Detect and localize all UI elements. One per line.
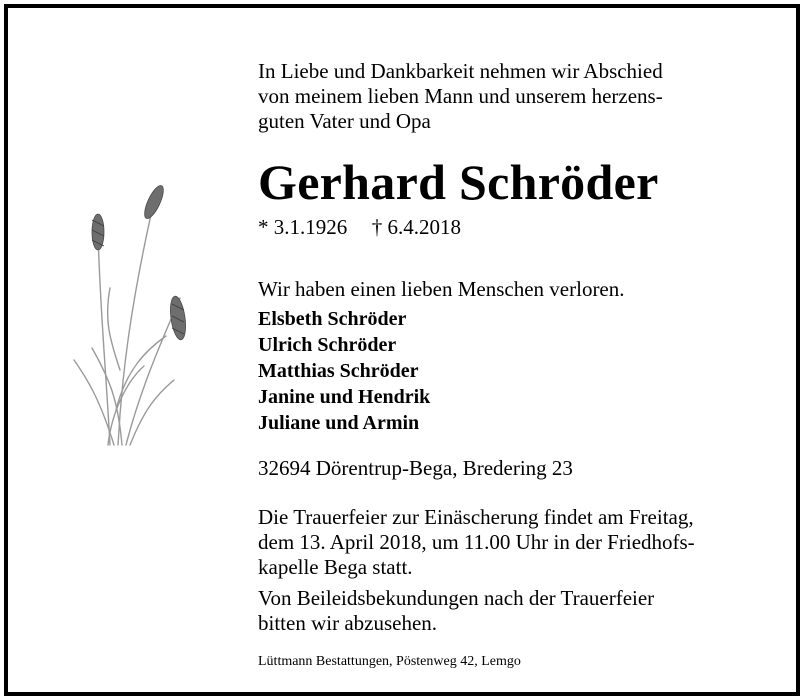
condolence-line: bitten wir abzusehen.	[258, 611, 438, 635]
address: 32694 Dörentrup-Bega, Bredering 23	[258, 456, 573, 480]
life-dates	[258, 214, 461, 240]
birth-date: * 3.1.1926	[258, 215, 348, 239]
deceased-name: Gerhard Schröder	[258, 154, 659, 210]
condolence-line: Von Beileidsbekundungen nach der Trauerfeier	[258, 586, 655, 610]
ceremony-line: kapelle Bega statt.	[258, 555, 413, 579]
family-member: Elsbeth Schröder	[258, 308, 407, 330]
family-member: Matthias Schröder	[258, 360, 419, 382]
undertaker-info: Lüttmann Bestattungen, Pöstenweg 42, Lemgo	[258, 654, 521, 669]
intro-line: von meinem lieben Mann und unserem herzens-	[258, 84, 663, 108]
intro-line: In Liebe und Dankbarkeit nehmen wir Abschied	[258, 59, 663, 83]
family-member: Ulrich Schröder	[258, 334, 397, 356]
intro-text	[258, 59, 663, 134]
intro-line: guten Vater und Opa	[258, 109, 431, 133]
wheat-icon	[70, 170, 200, 450]
condolence-text	[258, 586, 654, 636]
family-list	[258, 306, 430, 436]
family-member: Juliane und Armin	[258, 412, 420, 434]
ceremony-line: Die Trauerfeier zur Einäscherung findet am Freitag,	[258, 505, 694, 529]
ceremony-line: dem 13. April 2018, um 11.00 Uhr in der Friedhofs-	[258, 530, 695, 554]
death-date: † 6.4.2018	[371, 215, 461, 239]
family-member: Janine und Hendrik	[258, 386, 431, 408]
lost-statement: Wir haben einen lieben Menschen verloren.	[258, 277, 625, 301]
ceremony-text	[258, 505, 695, 580]
